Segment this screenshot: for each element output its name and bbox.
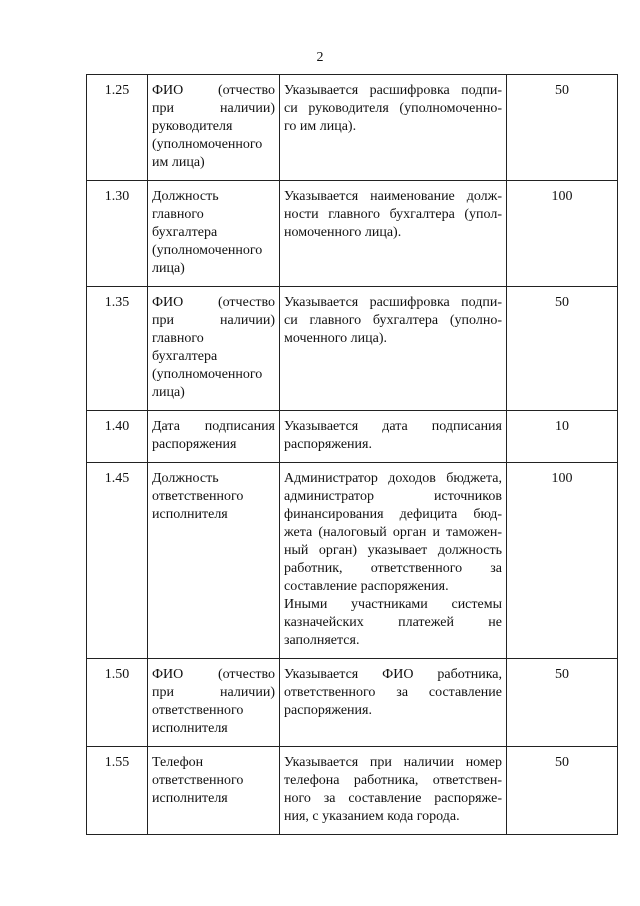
description-line: Указывается расшифровка подпи- (284, 295, 502, 310)
field-description (280, 411, 507, 463)
description-line: составление распоряжения. (284, 579, 449, 594)
description-line: распоряжения. (284, 703, 372, 718)
field-name-line: распоряжения (152, 437, 237, 452)
table-row (87, 75, 618, 181)
field-name-line: Телефон (152, 755, 204, 770)
field-length: 100 (507, 463, 618, 659)
row-number: 1.40 (87, 411, 148, 463)
table-row (87, 181, 618, 287)
field-name-line: бухгалтера (152, 225, 218, 240)
field-name-line: ФИО (отчество (152, 295, 275, 310)
table-row (87, 747, 618, 835)
field-name-line: ответственного (152, 489, 244, 504)
table-row (87, 659, 618, 747)
description-line: казначейских платежей не (284, 615, 502, 630)
field-name (148, 411, 280, 463)
field-description (280, 181, 507, 287)
row-number: 1.25 (87, 75, 148, 181)
description-line: ности главного бухгалтера (упол- (284, 207, 502, 222)
table-row (87, 463, 618, 659)
description-line: администратор источников (284, 489, 502, 504)
description-line: Администратор доходов бюджета, (284, 471, 502, 486)
field-name-line: ответственного (152, 773, 244, 788)
field-name-line: ФИО (отчество (152, 83, 275, 98)
field-description (280, 463, 507, 659)
field-name-line: главного (152, 207, 204, 222)
field-description (280, 747, 507, 835)
field-description (280, 75, 507, 181)
field-name-line: Должность (152, 189, 219, 204)
field-name-line: бухгалтера (152, 349, 218, 364)
table-row (87, 287, 618, 411)
field-length: 50 (507, 659, 618, 747)
fields-table (86, 74, 618, 835)
field-length: 100 (507, 181, 618, 287)
description-line: Иными участниками системы (284, 597, 502, 612)
description-line: го им лица). (284, 119, 357, 134)
field-name (148, 287, 280, 411)
description-line: Указывается наименование долж- (284, 189, 502, 204)
description-line: Указывается при наличии номер (284, 755, 502, 770)
field-name-line: исполнителя (152, 791, 228, 806)
description-line: ного за составление распоряже- (284, 791, 502, 806)
field-name-line: Должность (152, 471, 219, 486)
description-line: си главного бухгалтера (уполно- (284, 313, 502, 328)
field-description (280, 659, 507, 747)
field-length: 50 (507, 747, 618, 835)
description-line: Указывается дата подписания (284, 419, 502, 434)
page-number: 2 (316, 50, 324, 65)
description-line: си руководителя (уполномоченно- (284, 101, 502, 116)
field-name (148, 747, 280, 835)
description-line: финансирования дефицита бюд- (284, 507, 502, 522)
field-name-line: исполнителя (152, 507, 228, 522)
field-name-line: при наличии) (152, 685, 275, 700)
field-name (148, 181, 280, 287)
description-line: жета (налоговый орган и таможен- (284, 525, 502, 540)
row-number: 1.45 (87, 463, 148, 659)
description-line: Указывается расшифровка подпи- (284, 83, 502, 98)
field-name-line: лица) (152, 261, 185, 276)
field-name-line: главного (152, 331, 204, 346)
field-length: 50 (507, 287, 618, 411)
row-number: 1.55 (87, 747, 148, 835)
description-line: работник, ответственного за (284, 561, 502, 576)
field-name-line: исполнителя (152, 721, 228, 736)
field-length: 10 (507, 411, 618, 463)
description-line: Указывается ФИО работника, (284, 667, 502, 682)
row-number: 1.50 (87, 659, 148, 747)
field-description (280, 287, 507, 411)
description-line: ния, с указанием кода города. (284, 809, 460, 824)
description-line: ответственного за составление (284, 685, 502, 700)
table-row (87, 411, 618, 463)
description-line: моченного лица). (284, 331, 387, 346)
field-length: 50 (507, 75, 618, 181)
field-name-line: руководителя (152, 119, 233, 134)
field-name (148, 659, 280, 747)
row-number: 1.35 (87, 287, 148, 411)
field-name (148, 463, 280, 659)
description-line: распоряжения. (284, 437, 372, 452)
field-name-line: (уполномоченного (152, 137, 263, 152)
field-name-line: ФИО (отчество (152, 667, 275, 682)
row-number: 1.30 (87, 181, 148, 287)
field-name (148, 75, 280, 181)
field-name-line: Дата подписания (152, 419, 275, 434)
description-line: ный орган) указывает должность (284, 543, 502, 558)
field-name-line: ответственного (152, 703, 244, 718)
field-name-line: им лица) (152, 155, 205, 170)
description-line: телефона работника, ответствен- (284, 773, 502, 788)
field-name-line: (уполномоченного (152, 367, 263, 382)
description-line: номоченного лица). (284, 225, 402, 240)
field-name-line: при наличии) (152, 313, 275, 328)
field-name-line: (уполномоченного (152, 243, 263, 258)
field-name-line: лица) (152, 385, 185, 400)
description-line: заполняется. (284, 633, 360, 648)
field-name-line: при наличии) (152, 101, 275, 116)
